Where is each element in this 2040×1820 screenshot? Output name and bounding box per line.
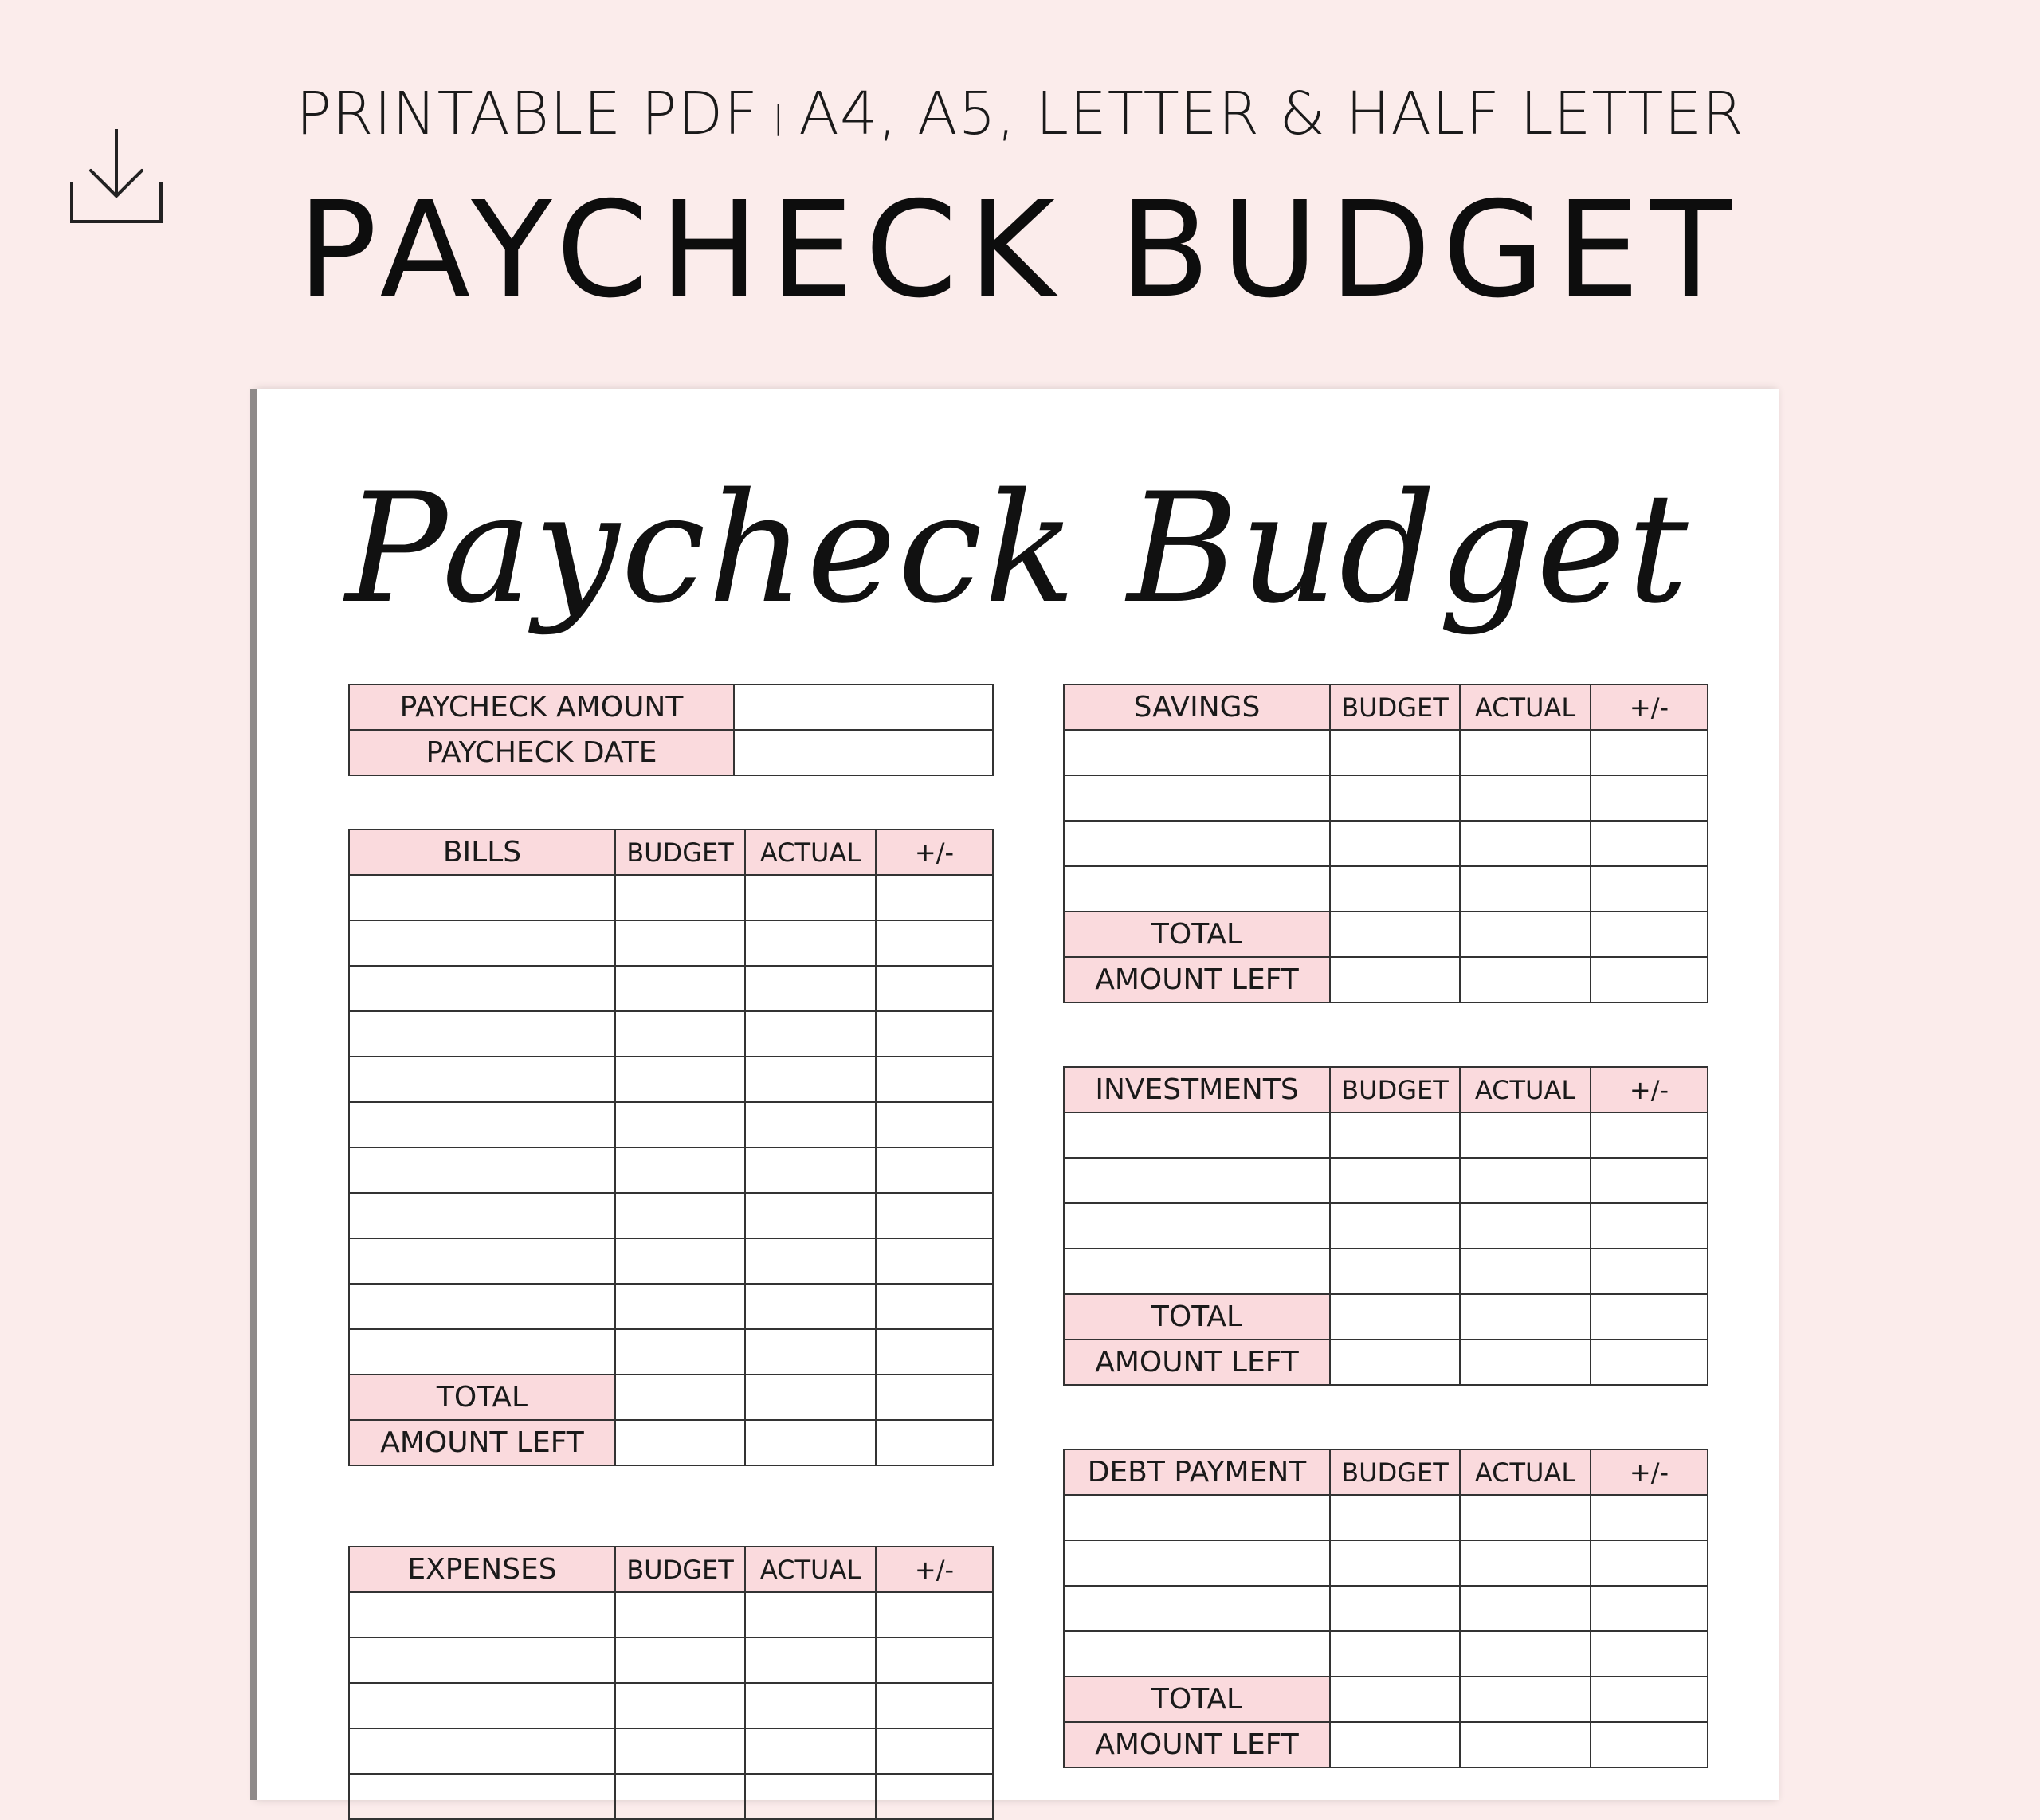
budget-cell[interactable] (1330, 1677, 1460, 1722)
actual-cell[interactable] (1460, 821, 1591, 866)
budget-cell[interactable] (615, 1420, 745, 1465)
diff-cell[interactable] (1591, 1631, 1708, 1677)
item-cell[interactable] (1064, 821, 1330, 866)
amount-left-label: AMOUNT LEFT (349, 1420, 615, 1465)
item-cell[interactable] (349, 1638, 615, 1683)
item-cell[interactable] (349, 1774, 615, 1819)
subtitle-format: PRINTABLE PDF (296, 80, 759, 148)
budget-cell[interactable] (615, 875, 745, 920)
item-cell[interactable] (349, 1057, 615, 1102)
diff-cell[interactable] (1591, 1112, 1708, 1158)
budget-cell[interactable] (1330, 730, 1460, 775)
amount-left-label: AMOUNT LEFT (1064, 1340, 1330, 1385)
diff-cell[interactable] (876, 1592, 993, 1638)
budget-cell[interactable] (1330, 1722, 1460, 1767)
budget-cell[interactable] (615, 1728, 745, 1774)
diff-cell[interactable] (1591, 1722, 1708, 1767)
table-row (349, 1592, 993, 1638)
diff-column-header: +/- (876, 1547, 993, 1592)
table-row (1064, 866, 1708, 912)
diff-cell[interactable] (876, 920, 993, 966)
actual-cell[interactable] (745, 1329, 876, 1375)
actual-column-header: ACTUAL (745, 830, 876, 875)
item-cell[interactable] (1064, 1586, 1330, 1631)
diff-cell[interactable] (1591, 1249, 1708, 1294)
diff-cell[interactable] (876, 1102, 993, 1147)
actual-cell[interactable] (1460, 1540, 1591, 1586)
budget-column-header: BUDGET (615, 830, 745, 875)
actual-cell[interactable] (1460, 912, 1591, 957)
savings-header: SAVINGS (1064, 684, 1330, 730)
table-row (1064, 1540, 1708, 1586)
actual-column-header: ACTUAL (1460, 1067, 1591, 1112)
diff-cell[interactable] (876, 1057, 993, 1102)
subtitle-separator: | (772, 99, 785, 136)
item-cell[interactable] (349, 1592, 615, 1638)
diff-column-header: +/- (876, 830, 993, 875)
actual-cell[interactable] (745, 1774, 876, 1819)
table-row (349, 875, 993, 920)
table-header-row (349, 830, 993, 875)
paycheck-amount-label: PAYCHECK AMOUNT (349, 684, 734, 730)
table-header-row (1064, 1449, 1708, 1495)
table-row (1064, 1249, 1708, 1294)
budget-cell[interactable] (1330, 1294, 1460, 1340)
diff-cell[interactable] (876, 1193, 993, 1238)
diff-cell[interactable] (876, 1638, 993, 1683)
actual-cell[interactable] (1460, 957, 1591, 1002)
actual-column-header: ACTUAL (745, 1547, 876, 1592)
table-row (349, 1683, 993, 1728)
item-cell[interactable] (349, 920, 615, 966)
diff-cell[interactable] (1591, 1294, 1708, 1340)
diff-cell[interactable] (1591, 775, 1708, 821)
diff-cell[interactable] (876, 1284, 993, 1329)
table-row (1064, 730, 1708, 775)
actual-cell[interactable] (745, 875, 876, 920)
subtitle-sizes: A4, A5, LETTER & HALF LETTER (798, 80, 1744, 148)
budget-cell[interactable] (615, 1057, 745, 1102)
diff-cell[interactable] (1591, 957, 1708, 1002)
diff-column-header: +/- (1591, 1449, 1708, 1495)
budget-column-header: BUDGET (615, 1547, 745, 1592)
total-label: TOTAL (349, 1375, 615, 1420)
item-cell[interactable] (1064, 1112, 1330, 1158)
table-row (1064, 1112, 1708, 1158)
actual-cell[interactable] (1460, 1586, 1591, 1631)
actual-column-header: ACTUAL (1460, 684, 1591, 730)
actual-cell[interactable] (1460, 1495, 1591, 1540)
budget-cell[interactable] (1330, 912, 1460, 957)
diff-cell[interactable] (876, 1011, 993, 1057)
table-row (1064, 1631, 1708, 1677)
item-cell[interactable] (349, 1728, 615, 1774)
bills-table (348, 829, 994, 1466)
table-row (349, 1057, 993, 1102)
paycheck-date-label: PAYCHECK DATE (349, 730, 734, 775)
actual-cell[interactable] (745, 1147, 876, 1193)
diff-cell[interactable] (876, 1375, 993, 1420)
actual-cell[interactable] (745, 1284, 876, 1329)
budget-cell[interactable] (1330, 1540, 1460, 1586)
page-headline: PAYCHECK BUDGET (297, 174, 1743, 328)
item-cell[interactable] (349, 1102, 615, 1147)
investments-header: INVESTMENTS (1064, 1067, 1330, 1112)
total-label: TOTAL (1064, 912, 1330, 957)
paycheck-amount-cell[interactable] (734, 684, 993, 730)
actual-cell[interactable] (745, 1102, 876, 1147)
actual-cell[interactable] (745, 1011, 876, 1057)
budget-sheet (257, 389, 1779, 1800)
table-header-row (1064, 1067, 1708, 1112)
item-cell[interactable] (349, 1329, 615, 1375)
item-cell[interactable] (1064, 1203, 1330, 1249)
budget-cell[interactable] (615, 1193, 745, 1238)
budget-cell[interactable] (1330, 1112, 1460, 1158)
amount-left-row (349, 1420, 993, 1465)
item-cell[interactable] (1064, 1631, 1330, 1677)
budget-cell[interactable] (615, 1147, 745, 1193)
item-cell[interactable] (349, 1284, 615, 1329)
table-row (1064, 1495, 1708, 1540)
diff-cell[interactable] (1591, 1340, 1708, 1385)
actual-cell[interactable] (1460, 1631, 1591, 1677)
item-cell[interactable] (1064, 866, 1330, 912)
budget-cell[interactable] (1330, 821, 1460, 866)
budget-cell[interactable] (1330, 1158, 1460, 1203)
diff-cell[interactable] (1591, 1677, 1708, 1722)
amount-left-row (1064, 957, 1708, 1002)
actual-cell[interactable] (745, 1375, 876, 1420)
budget-column-header: BUDGET (1330, 1449, 1460, 1495)
budget-cell[interactable] (1330, 957, 1460, 1002)
table-header-row (1064, 684, 1708, 730)
amount-left-label: AMOUNT LEFT (1064, 1722, 1330, 1767)
budget-cell[interactable] (1330, 866, 1460, 912)
diff-column-header: +/- (1591, 1067, 1708, 1112)
total-row (349, 1375, 993, 1420)
format-subtitle (0, 80, 2040, 148)
actual-cell[interactable] (1460, 1112, 1591, 1158)
budget-cell[interactable] (615, 1329, 745, 1375)
actual-cell[interactable] (745, 1592, 876, 1638)
diff-cell[interactable] (876, 1238, 993, 1284)
budget-cell[interactable] (615, 1774, 745, 1819)
actual-cell[interactable] (1460, 1340, 1591, 1385)
table-row (349, 1284, 993, 1329)
table-row (349, 1329, 993, 1375)
diff-cell[interactable] (876, 966, 993, 1011)
table-row (349, 966, 993, 1011)
amount-left-row (1064, 1340, 1708, 1385)
table-header-row (349, 1547, 993, 1592)
table-row (349, 684, 993, 730)
diff-cell[interactable] (1591, 1495, 1708, 1540)
budget-cell[interactable] (615, 1592, 745, 1638)
budget-cell[interactable] (1330, 1586, 1460, 1631)
budget-cell[interactable] (1330, 1203, 1460, 1249)
item-cell[interactable] (1064, 730, 1330, 775)
total-row (1064, 1677, 1708, 1722)
table-row (349, 920, 993, 966)
item-cell[interactable] (1064, 1495, 1330, 1540)
paycheck-date-cell[interactable] (734, 730, 993, 775)
item-cell[interactable] (349, 966, 615, 1011)
diff-cell[interactable] (1591, 1158, 1708, 1203)
budget-cell[interactable] (1330, 1631, 1460, 1677)
actual-cell[interactable] (745, 1238, 876, 1284)
item-cell[interactable] (349, 1683, 615, 1728)
actual-cell[interactable] (745, 966, 876, 1011)
table-row (349, 730, 993, 775)
total-row (1064, 1294, 1708, 1340)
item-cell[interactable] (349, 875, 615, 920)
budget-cell[interactable] (615, 1102, 745, 1147)
actual-cell[interactable] (745, 920, 876, 966)
item-cell[interactable] (1064, 1540, 1330, 1586)
table-row (349, 1102, 993, 1147)
actual-cell[interactable] (1460, 1294, 1591, 1340)
total-label: TOTAL (1064, 1294, 1330, 1340)
item-cell[interactable] (349, 1147, 615, 1193)
paycheck-info-table (348, 684, 994, 776)
actual-cell[interactable] (745, 1420, 876, 1465)
budget-cell[interactable] (615, 1238, 745, 1284)
bills-header: BILLS (349, 830, 615, 875)
actual-cell[interactable] (1460, 730, 1591, 775)
actual-cell[interactable] (1460, 1203, 1591, 1249)
debt-payment-header: DEBT PAYMENT (1064, 1449, 1330, 1495)
amount-left-label: AMOUNT LEFT (1064, 957, 1330, 1002)
diff-cell[interactable] (876, 875, 993, 920)
actual-cell[interactable] (1460, 1249, 1591, 1294)
table-row (349, 1193, 993, 1238)
diff-cell[interactable] (1591, 821, 1708, 866)
table-row (349, 1728, 993, 1774)
table-row (349, 1238, 993, 1284)
actual-cell[interactable] (745, 1728, 876, 1774)
actual-cell[interactable] (1460, 866, 1591, 912)
budget-column-header: BUDGET (1330, 684, 1460, 730)
item-cell[interactable] (1064, 1249, 1330, 1294)
table-row (349, 1774, 993, 1819)
item-cell[interactable] (1064, 1158, 1330, 1203)
actual-cell[interactable] (745, 1057, 876, 1102)
item-cell[interactable] (349, 1193, 615, 1238)
table-row (349, 1011, 993, 1057)
budget-cell[interactable] (615, 1284, 745, 1329)
diff-cell[interactable] (876, 1683, 993, 1728)
diff-cell[interactable] (876, 1728, 993, 1774)
item-cell[interactable] (349, 1238, 615, 1284)
actual-cell[interactable] (1460, 1677, 1591, 1722)
diff-cell[interactable] (876, 1420, 993, 1465)
table-row (1064, 1586, 1708, 1631)
table-row (1064, 775, 1708, 821)
budget-cell[interactable] (1330, 1340, 1460, 1385)
diff-cell[interactable] (876, 1774, 993, 1819)
table-row (1064, 1158, 1708, 1203)
total-label: TOTAL (1064, 1677, 1330, 1722)
table-row (349, 1638, 993, 1683)
diff-cell[interactable] (1591, 1540, 1708, 1586)
savings-table (1063, 684, 1708, 1003)
budget-cell[interactable] (615, 966, 745, 1011)
item-cell[interactable] (349, 1011, 615, 1057)
table-row (349, 1147, 993, 1193)
actual-cell[interactable] (745, 1638, 876, 1683)
diff-cell[interactable] (1591, 866, 1708, 912)
budget-cell[interactable] (615, 1638, 745, 1683)
expenses-header: EXPENSES (349, 1547, 615, 1592)
budget-cell[interactable] (1330, 775, 1460, 821)
table-row (1064, 1203, 1708, 1249)
actual-cell[interactable] (1460, 1722, 1591, 1767)
budget-cell[interactable] (615, 1375, 745, 1420)
actual-cell[interactable] (1460, 775, 1591, 821)
diff-cell[interactable] (876, 1329, 993, 1375)
budget-cell[interactable] (1330, 1249, 1460, 1294)
diff-cell[interactable] (1591, 912, 1708, 957)
diff-cell[interactable] (1591, 730, 1708, 775)
diff-cell[interactable] (876, 1147, 993, 1193)
debt-payment-table (1063, 1449, 1708, 1768)
budget-cell[interactable] (615, 1683, 745, 1728)
budget-column-header: BUDGET (1330, 1067, 1460, 1112)
actual-cell[interactable] (745, 1683, 876, 1728)
expenses-table (348, 1546, 994, 1820)
budget-cell[interactable] (615, 920, 745, 966)
sheet-title: Paycheck Budget (345, 461, 1690, 637)
diff-cell[interactable] (1591, 1586, 1708, 1631)
actual-cell[interactable] (1460, 1158, 1591, 1203)
amount-left-row (1064, 1722, 1708, 1767)
actual-cell[interactable] (745, 1193, 876, 1238)
total-row (1064, 912, 1708, 957)
budget-cell[interactable] (1330, 1495, 1460, 1540)
budget-cell[interactable] (615, 1011, 745, 1057)
table-row (1064, 821, 1708, 866)
diff-column-header: +/- (1591, 684, 1708, 730)
investments-table (1063, 1066, 1708, 1386)
diff-cell[interactable] (1591, 1203, 1708, 1249)
actual-column-header: ACTUAL (1460, 1449, 1591, 1495)
item-cell[interactable] (1064, 775, 1330, 821)
